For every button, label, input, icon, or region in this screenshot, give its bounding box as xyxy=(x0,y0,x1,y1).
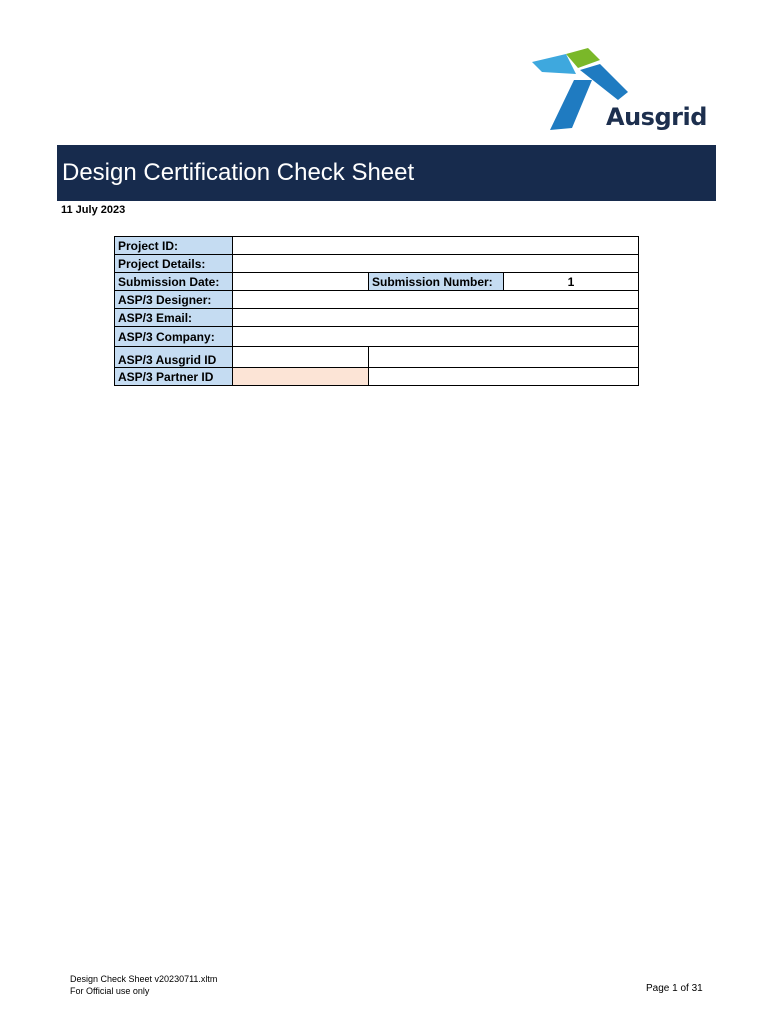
project-id-label: Project ID: xyxy=(115,237,233,255)
table-row xyxy=(115,309,639,327)
table-row xyxy=(115,347,639,368)
footer-classification: For Official use only xyxy=(70,986,150,996)
partner-id-field[interactable] xyxy=(233,368,369,386)
company-label: ASP/3 Company: xyxy=(115,327,233,347)
designer-label: ASP/3 Designer: xyxy=(115,291,233,309)
submission-number-label: Submission Number: xyxy=(369,273,504,291)
designer-field[interactable] xyxy=(233,291,639,309)
page-number: Page 1 of 31 xyxy=(646,983,703,994)
project-details-field[interactable] xyxy=(233,255,639,273)
table-row xyxy=(115,255,639,273)
company-field[interactable] xyxy=(233,327,639,347)
table-row xyxy=(115,273,639,291)
table-row xyxy=(115,368,639,386)
table-row xyxy=(115,291,639,309)
email-label: ASP/3 Email: xyxy=(115,309,233,327)
ausgrid-wordmark: Ausgrid xyxy=(606,103,707,131)
submission-date-label: Submission Date: xyxy=(115,273,233,291)
ausgrid-id-label: ASP/3 Ausgrid ID xyxy=(115,347,233,368)
project-details-label: Project Details: xyxy=(115,255,233,273)
table-row xyxy=(115,237,639,255)
document-date: 11 July 2023 xyxy=(61,204,126,216)
ausgrid-id-field[interactable] xyxy=(233,347,369,368)
ausgrid-logo xyxy=(528,44,710,136)
footer-left xyxy=(70,973,217,997)
project-info-table xyxy=(114,236,639,386)
partner-id-extra-field[interactable] xyxy=(369,368,639,386)
partner-id-label: ASP/3 Partner ID xyxy=(115,368,233,386)
table-row xyxy=(115,327,639,347)
ausgrid-id-extra-field[interactable] xyxy=(369,347,639,368)
footer-file-name: Design Check Sheet v20230711.xltm xyxy=(70,974,218,984)
title-bar xyxy=(57,145,716,201)
page-title: Design Certification Check Sheet xyxy=(62,159,415,186)
submission-number-field[interactable]: 1 xyxy=(504,273,639,291)
email-field[interactable] xyxy=(233,309,639,327)
submission-date-field[interactable] xyxy=(233,273,369,291)
project-id-field[interactable] xyxy=(233,237,639,255)
